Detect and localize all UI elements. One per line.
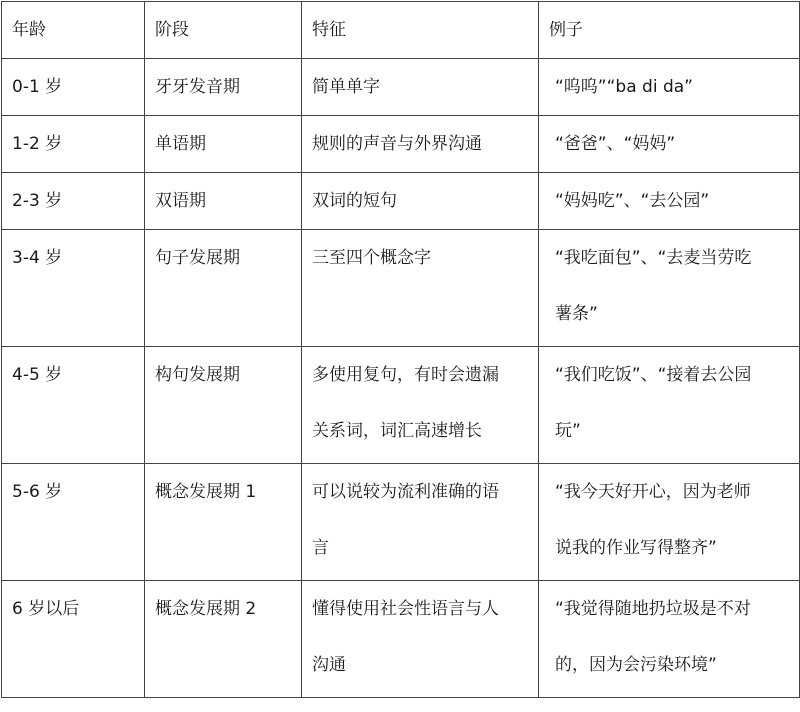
example-line: “我吃面包”、“去麦当劳吃: [555, 248, 752, 268]
table-row: [2, 581, 800, 698]
stage-cell: 单语期: [145, 116, 302, 173]
stage-cell: 概念发展期 2: [145, 581, 302, 698]
example-cell: [539, 230, 800, 347]
feature-cell: [302, 230, 539, 347]
header-example: 例子: [539, 2, 800, 59]
header-row: [2, 2, 800, 59]
age-cell: 5-6 岁: [2, 464, 145, 581]
stage-cell: 构句发展期: [145, 347, 302, 464]
table-row: [2, 347, 800, 464]
example-line: “我们吃饭”、“接着去公园: [555, 365, 752, 385]
stage-cell: 句子发展期: [145, 230, 302, 347]
example-cell: [539, 464, 800, 581]
stage-cell: 概念发展期 1: [145, 464, 302, 581]
age-cell: 4-5 岁: [2, 347, 145, 464]
feature-line: 规则的声音与外界沟通: [312, 134, 482, 154]
example-line: 说我的作业写得整齐”: [555, 538, 717, 558]
example-line: “我觉得随地扔垃圾是不对: [555, 599, 751, 619]
age-cell: 3-4 岁: [2, 230, 145, 347]
table-row: [2, 230, 800, 347]
example-line: “我今天好开心，因为老师: [555, 482, 751, 502]
example-cell: [539, 116, 800, 173]
example-line: “呜呜”“ba di da”: [555, 77, 693, 97]
feature-line: 简单单字: [312, 77, 380, 97]
age-cell: 0-1 岁: [2, 59, 145, 116]
stage-cell: 双语期: [145, 173, 302, 230]
example-line: 玩”: [555, 421, 581, 441]
feature-line: 多使用复句，有时会遗漏: [312, 365, 499, 385]
example-line: 薯条”: [555, 304, 598, 324]
feature-line: 关系词，词汇高速增长: [312, 421, 482, 441]
table-row: [2, 59, 800, 116]
stage-cell: 牙牙发音期: [145, 59, 302, 116]
feature-cell: [302, 59, 539, 116]
feature-cell: [302, 116, 539, 173]
example-cell: [539, 173, 800, 230]
feature-line: 三至四个概念字: [312, 248, 431, 268]
feature-line: 言: [312, 538, 329, 558]
example-line: “妈妈吃”、“去公园”: [555, 191, 710, 211]
feature-cell: [302, 581, 539, 698]
table-row: [2, 464, 800, 581]
header-stage: 阶段: [145, 2, 302, 59]
example-line: 的，因为会污染环境”: [555, 655, 717, 675]
example-cell: [539, 581, 800, 698]
feature-cell: [302, 173, 539, 230]
age-cell: 6 岁以后: [2, 581, 145, 698]
age-cell: 1-2 岁: [2, 116, 145, 173]
feature-line: 沟通: [312, 655, 346, 675]
feature-line: 懂得使用社会性语言与人: [312, 599, 499, 619]
language-development-table: [1, 1, 800, 698]
feature-cell: [302, 347, 539, 464]
header-feature: 特征: [302, 2, 539, 59]
example-line: “爸爸”、“妈妈”: [555, 134, 676, 154]
table-row: [2, 173, 800, 230]
feature-line: 双词的短句: [312, 191, 397, 211]
table-row: [2, 116, 800, 173]
header-age: 年龄: [2, 2, 145, 59]
example-cell: [539, 347, 800, 464]
feature-line: 可以说较为流利准确的语: [312, 482, 499, 502]
feature-cell: [302, 464, 539, 581]
example-cell: [539, 59, 800, 116]
age-cell: 2-3 岁: [2, 173, 145, 230]
